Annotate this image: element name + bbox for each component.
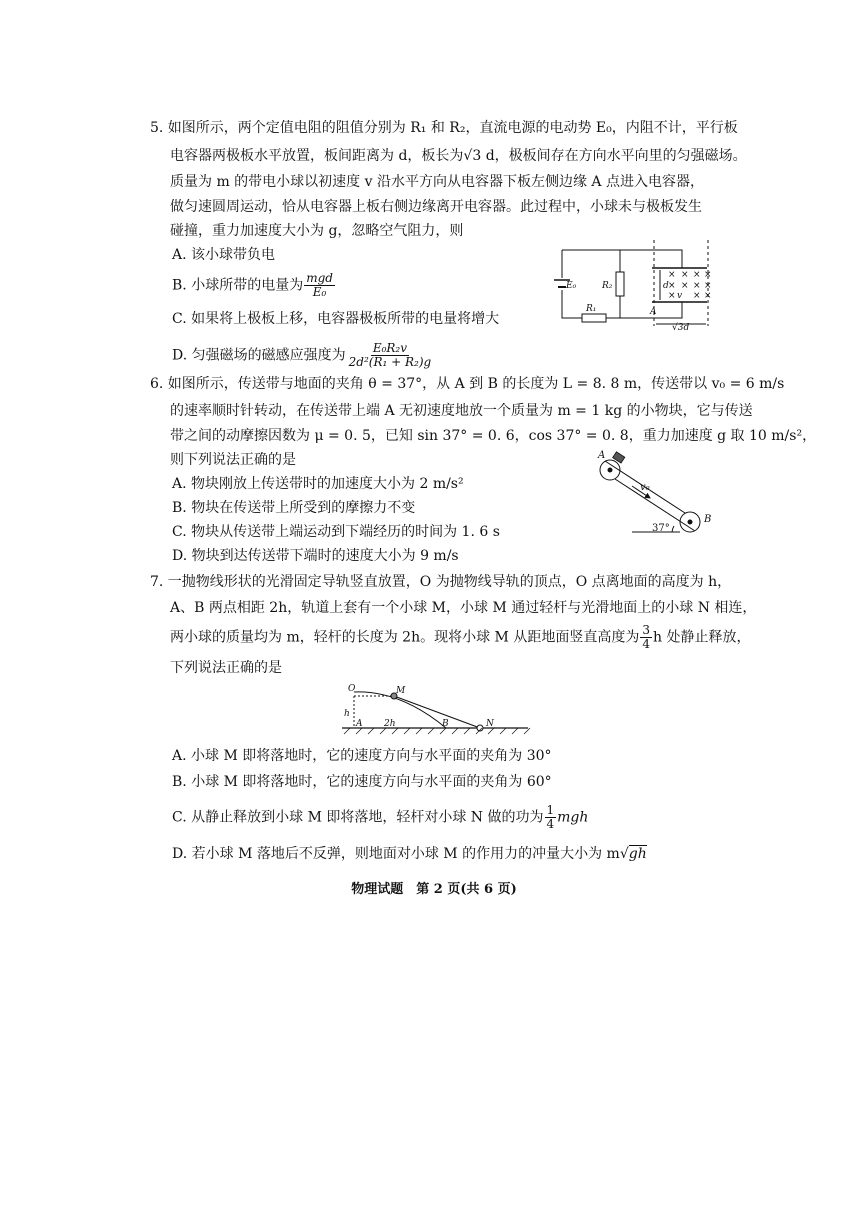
q7-line-2: A、B 两点相距 2h，轨道上套有一个小球 M，小球 M 通过轻杆与光滑地面上的小球 N 相连， (170, 600, 757, 616)
q5-line-3: 质量为 m 的带电小球以初速度 v 沿水平方向从电容器下板左侧边缘 A 点进入电容器， (170, 174, 704, 190)
q5-option-a: A. 该小球带负电 (172, 247, 276, 263)
q7-option-a: A. 小球 M 即将落地时，它的速度方向与水平面的夹角为 30° (172, 748, 552, 764)
svg-text:×: × (668, 270, 676, 280)
q5-field-crosses (668, 270, 712, 301)
q6-fig-label-v0: v₀ (640, 482, 650, 493)
q6-line-4: 则下列说法正确的是 (170, 452, 296, 468)
page-footer: 物理试题 第 2 页(共 6 页) (351, 882, 517, 897)
svg-text:×: × (704, 291, 712, 301)
q5-fig-label-e0: E₀ (566, 281, 577, 291)
q6-option-c: C. 物块从传送带上端运动到下端经历的时间为 1. 6 s (172, 524, 500, 540)
q5-circuit-diagram (542, 240, 717, 332)
q5-option-d-text: D. 匀强磁场的磁感应强度为 (172, 347, 346, 364)
q5-fig-label-a: A (650, 307, 657, 317)
q7-parabola-diagram (340, 682, 532, 740)
q6-option-d: D. 物块到达传送带下端时的速度大小为 9 m/s (172, 548, 459, 564)
q7-option-c: C. 从静止释放到小球 M 即将落地，轻杆对小球 N 做的功为 $\frac{1}{4}$ mgh (172, 803, 589, 831)
q6-fig-label-angle: 37° (652, 523, 670, 534)
q7-fig-label-b: B (442, 719, 449, 729)
q7-line-1: 7. 一抛物线形状的光滑固定导轨竖直放置，O 为抛物线导轨的顶点，O 点离地面的高度为 h， (150, 574, 732, 590)
svg-text:×: × (693, 270, 701, 280)
q6-fig-label-a: A (598, 450, 606, 461)
q7-fig-label-h: h (344, 709, 350, 719)
q6-option-a: A. 物块刚放上传送带时的加速度大小为 2 m/s² (172, 476, 464, 492)
svg-text:×: × (668, 281, 676, 291)
q5-option-d (172, 342, 434, 369)
q5-fig-label-v: v (677, 291, 683, 301)
svg-text:×: × (693, 291, 701, 301)
q5-option-d-fraction: $\frac{\text{E₀R₂v}}{\text{2d²(R₁ + R₂)g}}$ (348, 341, 432, 369)
q7-option-c-fraction: $\frac{1}{4}$ (546, 803, 555, 831)
svg-text:×: × (704, 270, 712, 280)
svg-text:×: × (681, 270, 689, 280)
q5-line-5: 碰撞，重力加速度大小为 g，忽略空气阻力，则 (170, 223, 464, 239)
q7-fig-label-n: N (486, 719, 494, 729)
q6-line-1: 6. 如图所示，传送带与地面的夹角 θ = 37°，从 A 到 B 的长度为 L = 8. 8 m，传送带以 v₀ = 6 m/s (150, 376, 785, 392)
q7-option-b: B. 小球 M 即将落地时，它的速度方向与水平面的夹角为 60° (172, 774, 552, 790)
q7-line-4: 下列说法正确的是 (170, 660, 282, 676)
q6-conveyor-diagram (592, 448, 722, 538)
q6-fig-label-b: B (704, 514, 712, 525)
q7-fig-label-o: O (348, 684, 356, 694)
svg-text:×: × (668, 291, 676, 301)
q5-option-b-fraction: $\frac{\text{mgd}}{\text{E₀}}$ (306, 271, 333, 299)
q7-fig-label-a: A (356, 719, 363, 729)
q7-option-d: D. 若小球 M 落地后不反弹，则地面对小球 M 的作用力的冲量大小为 m√gh (172, 846, 647, 862)
q5-option-c: C. 如果将上极板上移，电容器极板所带的电量将增大 (172, 311, 500, 327)
q5-line-2: 电容器两极板水平放置，板间距离为 d，板长为√3 d，极板间存在方向水平向里的匀强磁场。 (170, 148, 747, 164)
q5-fig-label-length: √3d (672, 323, 690, 332)
q5-fig-label-d: d (663, 281, 669, 291)
svg-text:×: × (693, 281, 701, 291)
sqrt-symbol: √ (619, 846, 629, 862)
q6-line-3: 带之间的动摩擦因数为 μ = 0. 5，已知 sin 37° = 0. 6，cos 37° = 0. 8，重力加速度 g 取 10 m/s²， (170, 428, 817, 444)
q6-option-b: B. 物块在传送带上所受到的摩擦力不变 (172, 500, 416, 516)
q7-line-3-fraction: $\frac{3}{4}$ (642, 623, 650, 651)
q6-line-2: 的速率顺时针转动，在传送带上端 A 无初速度地放一个质量为 m = 1 kg 的小物块，它与传送 (170, 403, 753, 419)
q5-fig-label-r2: R₂ (602, 281, 613, 291)
q7-line-3: 两小球的质量均为 m，轻杆的长度为 2h。现将小球 M 从距地面竖直高度为 $\frac{3}{4}$ h 处静止释放， (170, 623, 751, 651)
q7-fig-label-2h: 2h (384, 719, 396, 729)
q5-line-1: 5. 如图所示，两个定值电阻的阻值分别为 R₁ 和 R₂，直流电源的电动势 E₀，内阻不计，平行板 (150, 120, 738, 136)
q5-fig-label-r1: R₁ (586, 304, 597, 314)
svg-text:×: × (704, 281, 712, 291)
q7-fig-label-m: M (396, 686, 406, 696)
q5-line-4: 做匀速圆周运动，恰从电容器上板右侧边缘离开电容器。此过程中，小球未与极板发生 (170, 199, 702, 215)
svg-text:×: × (681, 281, 689, 291)
q7-ground-hatch (344, 728, 530, 734)
q5-option-b (172, 272, 336, 299)
q5-option-b-text: B. 小球所带的电量为 (172, 277, 304, 294)
